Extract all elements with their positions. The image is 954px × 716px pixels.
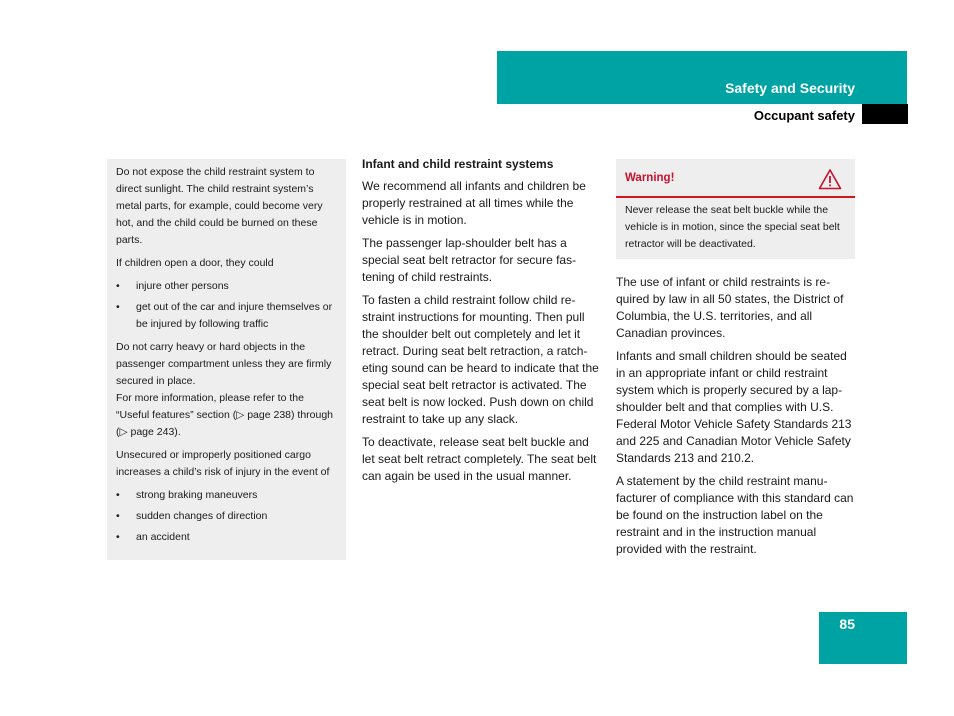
restraint-systems-heading: Infant and child restraint systems [362, 157, 554, 171]
warning-box [616, 159, 855, 259]
list-item: • strong braking maneuvers [116, 487, 337, 504]
subsection-title: Occupant safety [753, 108, 855, 123]
note-more-info: For more information, please refer to the “Useful features” section (▷ page 238) through (▷ page 243). [116, 392, 334, 438]
cargo-risks-list [116, 487, 337, 546]
paragraph: To deactivate, release seat belt buckle and let seat belt retract completely. The seat belt can again be used in the usual manner. [362, 435, 597, 483]
paragraph: To fasten a child restraint follow child re-straint instructions for mounting. Then pull the shoulder belt out completely and let it retract. During seat belt retraction, a ratch-eting sound can be heard to indicate that the special seat belt retractor is activated. The seat belt is now locked. Push down on child restraint to take up any slack. [362, 293, 599, 426]
paragraph: A statement by the child restraint manu-facturer of compliance with this standard can be found on the instruction label on the restraint and in the instruction manual provided with the restraint. [616, 474, 854, 556]
warning-label: Warning! [625, 172, 675, 184]
note-unsecured-cargo: Unsecured or improperly positioned cargo increases a child’s risk of injury in the event of [116, 449, 330, 478]
bullet-icon: • [116, 280, 120, 292]
bullet-icon: • [116, 489, 120, 501]
note-heavy-objects: Do not carry heavy or hard objects in the passenger compartment unless they are firmly secured in place. [116, 341, 332, 387]
child-safety-notes-box [107, 159, 346, 560]
bullet-icon: • [116, 510, 120, 522]
right-column [616, 274, 858, 564]
header-band [497, 51, 907, 104]
list-item: • get out of the car and injure themselves or be injured by following traffic [116, 301, 333, 330]
warning-triangle-icon [818, 168, 842, 190]
warning-text: Never release the seat belt buckle while the vehicle is in motion, since the special seat belt retractor will be deactivated. [625, 204, 840, 250]
bullet-icon: • [116, 301, 120, 313]
list-item: • injure other persons [116, 278, 337, 295]
note-doors-intro: If children open a door, they could [116, 257, 274, 269]
section-tab-marker [862, 104, 908, 124]
paragraph: The passenger lap-shoulder belt has a special seat belt retractor for secure fas-tening of child restraints. [362, 236, 577, 284]
list-item: • sudden changes of direction [116, 508, 337, 525]
paragraph: Infants and small children should be seated in an appropriate infant or child restraint system which is properly secured by a lap-shoulder belt and that complies with U.S. Federal Motor Vehicle Safety Standards 213 and 225 and Canadian Motor Vehicle Safety Standards 213 and 210.2. [616, 349, 852, 465]
list-item: • an accident [116, 529, 337, 546]
paragraph: The use of infant or child restraints is re-quired by law in all 50 states, the District of Columbia, the U.S. territories, and all Canadian provinces. [616, 275, 844, 340]
page-number: 85 [839, 616, 855, 632]
door-risks-list [116, 278, 337, 333]
note-sunlight: Do not expose the child restraint system to direct sunlight. The child restraint system’s metal parts, for example, could become very hot, and the child could be burned on these parts. [116, 166, 323, 246]
paragraph: We recommend all infants and children be properly restrained at all times while the vehicle is in motion. [362, 179, 586, 227]
page-number-box [819, 612, 907, 664]
bullet-icon: • [116, 531, 120, 543]
middle-column [362, 156, 604, 491]
warning-header [616, 159, 855, 198]
section-title: Safety and Security [725, 80, 855, 96]
